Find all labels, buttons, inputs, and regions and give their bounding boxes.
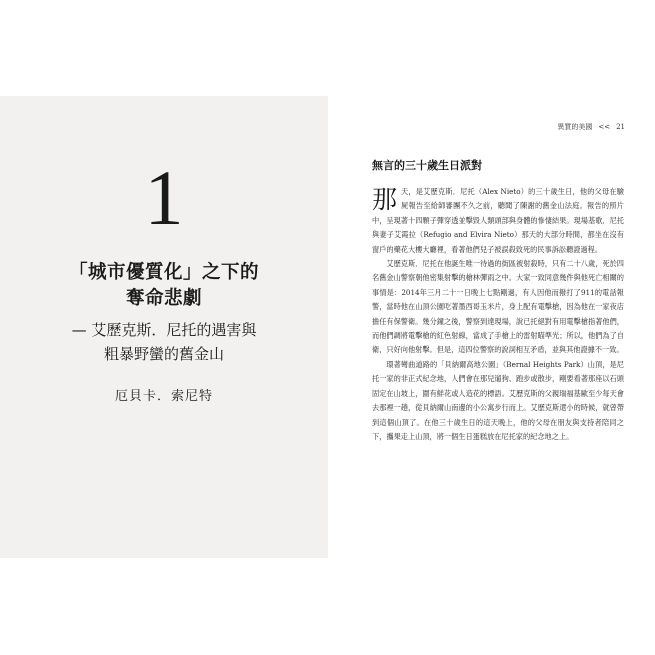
- left-page: [0, 96, 328, 558]
- chapter-subtitle-line-1: — 艾歷克斯．尼托的遇害與: [71, 321, 257, 339]
- chapter-subtitle: [0, 318, 328, 366]
- paragraph-2: 艾歷克斯．尼托在他誕生唯一待過的街區被射殺時，只有二十八歲，死於四名舊金山警察朝他密集射擊的槍林彈雨之中。大家一致同意幾件與他死亡相關的事情是：2014年三月二十一日晚上七點剛過，有人因他而撥打了911的電話報警，當時他在山頂公園吃著墨西哥玉米片，身上配有電擊槍，因為他在一家夜店擔任有保警衛。幾分鐘之後，警察到達現場，說已托絕對有用電擊槍指著他們，而他們調將電擊槍的紅色射線，當成了手槍上的雷射瞄準光；所以，他們為了自衛，只好向他射擊。但是，這四位警察的說詞相互矛盾，並與其他證據不一致。: [372, 259, 624, 355]
- running-header-arrows: <<: [598, 123, 611, 131]
- paragraph-3: 環著彎曲道路的「貝納爾高地公園」（Bernal Heights Park）山頂，是尼托一家的非正式紀念地，人們會在那兒遛狗、跑步或散步，剛要看著那座以石頭固定在山坡上，圍有鮮花或人造花的標語。艾歷克斯的父親瑞福基歐至少每天會去那裡一趟，從貝納爾山南邊的小公寓步行而上。艾歷克斯還小的時候，就曾帶到這個山頂了。在他三十歲生日的這天晚上，他的父母在朋友與支持者陪同之下，攜果走上山頂，將一個生日蛋糕放在尼托家的紀念地之上。: [372, 359, 624, 441]
- book-spread: [0, 96, 655, 558]
- running-header-title: 異質的美國: [557, 123, 593, 131]
- chapter-title: [0, 260, 328, 312]
- body-text: [372, 185, 624, 444]
- paragraph-1: [372, 185, 624, 257]
- drop-cap: 那: [372, 185, 398, 214]
- chapter-title-line-1: 「城市優質化」之下的: [68, 262, 259, 283]
- chapter-title-line-2: 奪命悲劇: [125, 288, 202, 309]
- running-header: [557, 122, 625, 132]
- author-name: 厄貝卡．索尼特: [114, 389, 213, 404]
- chapter-subtitle-line-2: 粗暴野蠻的舊金山: [103, 345, 224, 363]
- right-page: [328, 96, 655, 558]
- section-heading: 無言的三十歲生日派對: [372, 159, 482, 172]
- page-number: 21: [616, 123, 625, 131]
- paragraph-1-text: 天，是艾歷克斯．尼托（Alex Nieto）的三十歲生日，他的父母在驗屍報告至給師審團不久之前，聽聞了陳謝的舊金山法庭。報告的照片中，呈現著十四顆子彈穿透並擊毀人類頭部與身體的慘悽結果。現場基歌．尼托與妻子艾霞拉（Refugio and Elvira Nieto）那天的大部分時間，都坐在沒有窗戶的藥花大樓大廳裡，看著他們兒子被誤殺致死的民事訴訟聽證過程。: [372, 187, 624, 254]
- chapter-number: 1: [144, 154, 184, 241]
